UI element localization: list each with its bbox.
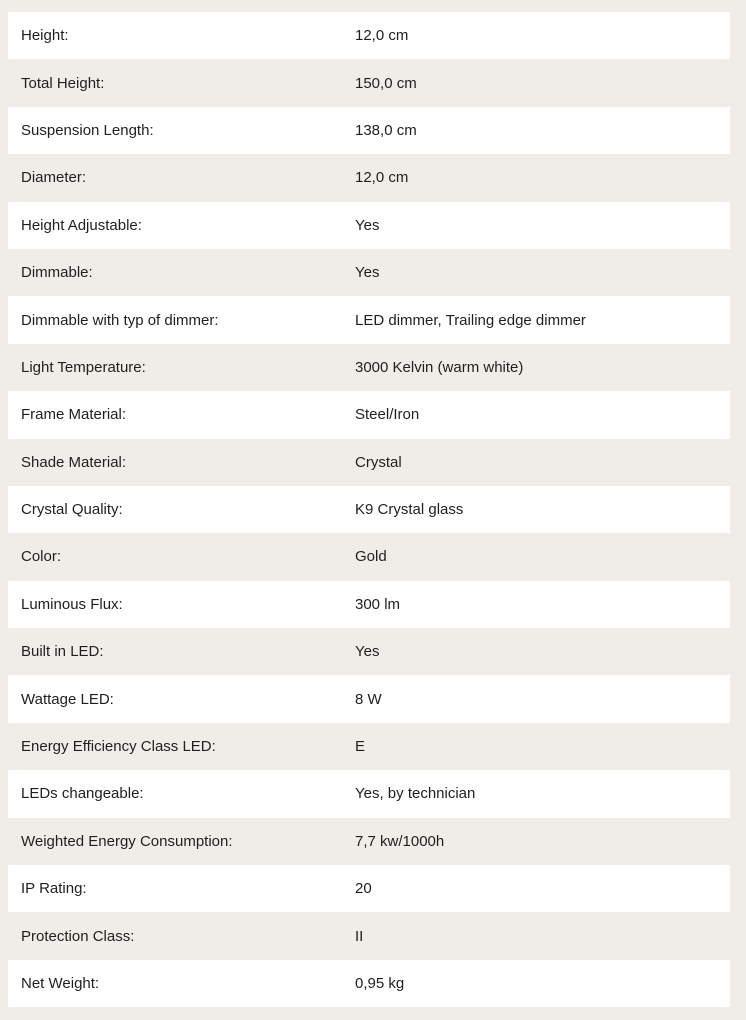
spec-label: Protection Class: bbox=[21, 927, 135, 945]
spec-row bbox=[8, 249, 730, 296]
spec-label: LEDs changeable: bbox=[21, 785, 144, 803]
spec-row bbox=[8, 344, 730, 391]
spec-label: Height: bbox=[21, 27, 69, 45]
spec-row bbox=[8, 202, 730, 249]
spec-value: 0,95 kg bbox=[355, 975, 405, 992]
spec-value: 7,7 kw/1000h bbox=[355, 832, 445, 850]
spec-value: 3000 Kelvin (warm white) bbox=[355, 358, 524, 376]
spec-row bbox=[8, 486, 730, 533]
spec-label: Net Weight: bbox=[21, 975, 100, 992]
spec-label: Color: bbox=[21, 548, 62, 566]
spec-row bbox=[8, 581, 730, 628]
spec-row bbox=[8, 439, 730, 486]
spec-value: Yes bbox=[355, 216, 380, 234]
spec-label: Built in LED: bbox=[21, 643, 104, 661]
spec-row bbox=[8, 723, 730, 770]
spec-value: II bbox=[355, 927, 364, 945]
spec-label: Frame Material: bbox=[21, 406, 127, 424]
spec-value: Gold bbox=[355, 548, 387, 566]
spec-row bbox=[8, 865, 730, 912]
spec-value: 20 bbox=[355, 880, 372, 898]
spec-value: 12,0 cm bbox=[355, 169, 409, 187]
spec-row bbox=[8, 818, 730, 865]
spec-row bbox=[8, 59, 730, 106]
spec-value: LED dimmer, Trailing edge dimmer bbox=[355, 311, 586, 329]
spec-label: Dimmable with typ of dimmer: bbox=[21, 311, 219, 329]
spec-value: Yes bbox=[355, 264, 380, 282]
spec-row bbox=[8, 675, 730, 722]
spec-value: K9 Crystal glass bbox=[355, 501, 464, 519]
spec-row bbox=[8, 628, 730, 675]
spec-label: Suspension Length: bbox=[21, 121, 154, 139]
spec-row bbox=[8, 960, 730, 1007]
spec-value: 138,0 cm bbox=[355, 121, 417, 139]
spec-row bbox=[8, 296, 730, 343]
spec-label: Energy Efficiency Class LED: bbox=[21, 738, 216, 756]
spec-label: Luminous Flux: bbox=[21, 595, 123, 613]
spec-label: Weighted Energy Consumption: bbox=[21, 832, 233, 850]
spec-value: E bbox=[355, 738, 366, 756]
spec-label: Light Temperature: bbox=[21, 358, 146, 376]
spec-row bbox=[8, 12, 730, 59]
spec-value: Yes bbox=[355, 643, 380, 661]
spec-table bbox=[8, 12, 730, 1007]
spec-value: 12,0 cm bbox=[355, 27, 409, 45]
spec-row bbox=[8, 107, 730, 154]
spec-row bbox=[8, 533, 730, 580]
spec-row bbox=[8, 912, 730, 959]
spec-value: 8 W bbox=[355, 690, 382, 708]
spec-value: 300 lm bbox=[355, 595, 401, 613]
spec-label: Total Height: bbox=[21, 74, 105, 92]
spec-row bbox=[8, 154, 730, 201]
spec-value: Yes, by technician bbox=[355, 785, 476, 803]
spec-label: Shade Material: bbox=[21, 453, 127, 471]
spec-row bbox=[8, 391, 730, 438]
spec-label: Dimmable: bbox=[21, 264, 93, 282]
spec-value: Crystal bbox=[355, 453, 402, 471]
spec-label: Diameter: bbox=[21, 169, 87, 187]
spec-label: IP Rating: bbox=[21, 880, 87, 898]
spec-row bbox=[8, 770, 730, 817]
spec-label: Wattage LED: bbox=[21, 690, 114, 708]
spec-value: Steel/Iron bbox=[355, 406, 420, 424]
spec-label: Height Adjustable: bbox=[21, 216, 142, 234]
spec-value: 150,0 cm bbox=[355, 74, 417, 92]
spec-label: Crystal Quality: bbox=[21, 501, 123, 519]
